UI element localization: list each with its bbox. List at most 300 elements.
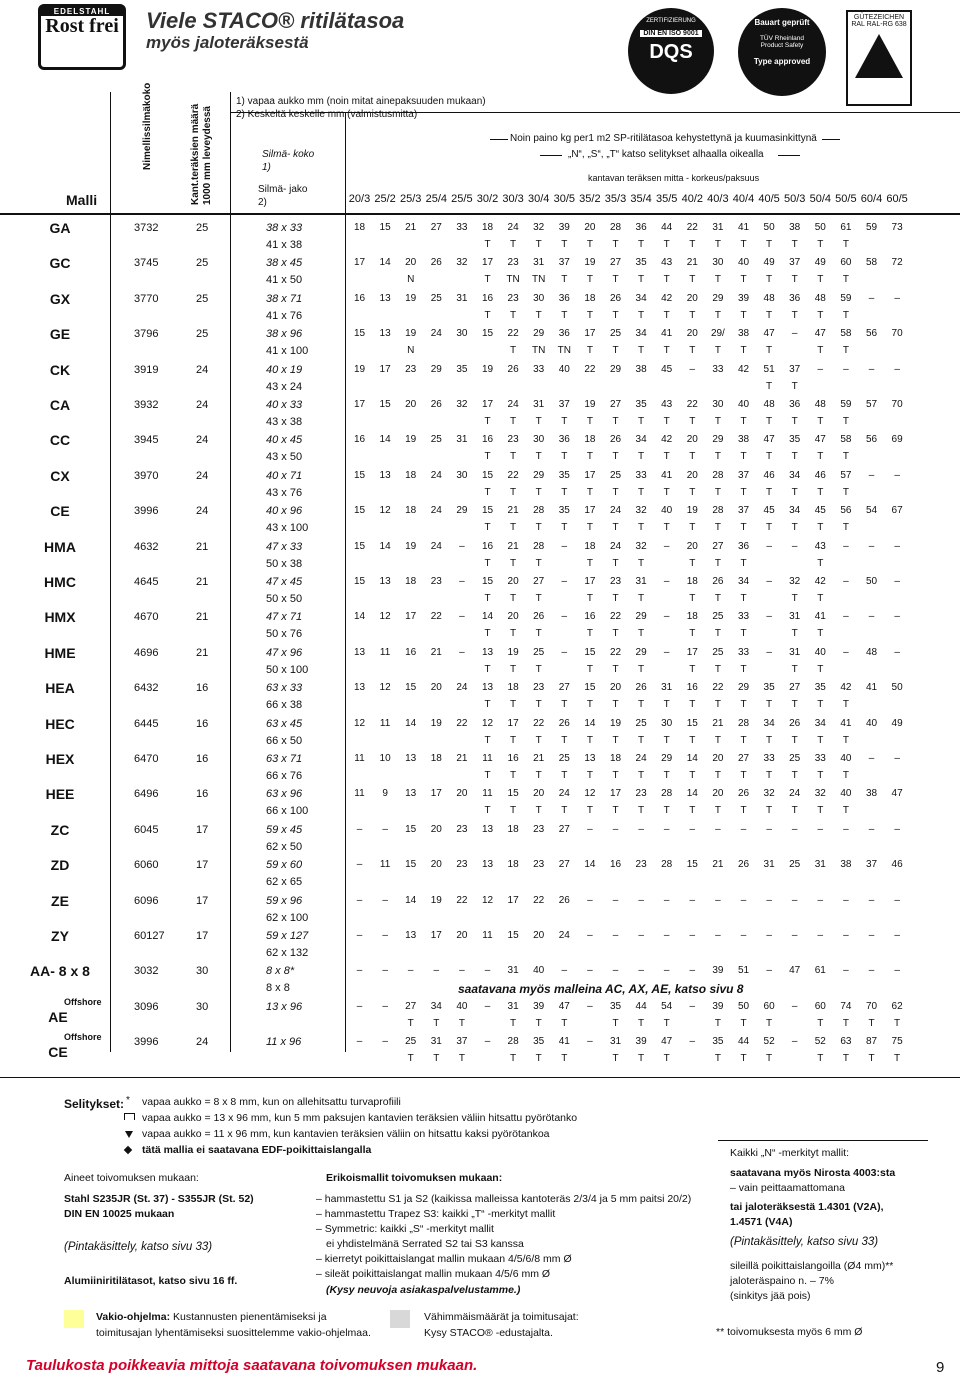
row-count: 25 bbox=[196, 257, 209, 270]
row-count: 24 bbox=[196, 434, 209, 447]
cert2-top: Bauart geprüft bbox=[754, 18, 810, 27]
type-flag-cell: T bbox=[714, 522, 721, 534]
weight-cell: 19 bbox=[609, 717, 622, 729]
weight-cell: 35 bbox=[789, 434, 801, 446]
cert2-mid: TÜV Rheinland Product Safety bbox=[759, 35, 805, 49]
weight-cell: 18 bbox=[507, 823, 519, 835]
weight-cell: 41 bbox=[737, 222, 750, 233]
weight-cell: 17 bbox=[609, 788, 622, 800]
type-flag-cell: T bbox=[561, 274, 568, 286]
weight-cell: 22 bbox=[533, 894, 545, 906]
row-mesh-opening: 8 x 8* bbox=[266, 965, 295, 978]
type-flag-cell: T bbox=[586, 451, 593, 463]
type-flag-cell: T bbox=[791, 770, 798, 781]
weight-cell: 47 bbox=[558, 1000, 570, 1012]
weight-cell: 27 bbox=[430, 222, 442, 233]
row-prefix: Offshore bbox=[64, 996, 102, 1007]
type-flag-cell: T bbox=[766, 1017, 773, 1029]
rule bbox=[822, 139, 840, 140]
weight-cell: 20 bbox=[507, 611, 519, 623]
weight-cell: 18 bbox=[405, 469, 417, 481]
type-flag-cell: T bbox=[433, 1017, 440, 1029]
weight-cell: 34 bbox=[635, 328, 647, 340]
weight-cell: – bbox=[843, 576, 849, 587]
weight-cell: 34 bbox=[763, 717, 775, 729]
row-mesh-opening: 63 x 33 bbox=[266, 682, 303, 695]
weight-cell: 49 bbox=[891, 717, 903, 729]
type-flag-cell: T bbox=[612, 1017, 619, 1029]
type-flag-cell: T bbox=[740, 486, 747, 498]
weight-cell: 14 bbox=[379, 540, 391, 552]
weight-cell: – bbox=[612, 930, 619, 941]
legend-title: Selitykset: bbox=[64, 1097, 125, 1111]
weight-cell: 26 bbox=[430, 257, 442, 269]
weight-cell: 15 bbox=[353, 328, 366, 340]
weight-cell: – bbox=[382, 894, 388, 906]
type-flag-cell: T bbox=[894, 1053, 901, 1065]
weight-cell: 17 bbox=[507, 717, 519, 729]
weight-cell: 34 bbox=[430, 1000, 442, 1012]
weight-cell: 21 bbox=[507, 540, 519, 552]
weight-cell: 14 bbox=[379, 434, 391, 446]
type-flag-cell: T bbox=[740, 628, 747, 640]
weight-cell: – bbox=[894, 894, 900, 906]
divider bbox=[110, 92, 111, 1052]
type-flag-cell: T bbox=[791, 593, 798, 604]
type-flag-cell: T bbox=[586, 593, 593, 604]
weight-cell: 19 bbox=[481, 363, 494, 375]
type-flag-cell: T bbox=[535, 805, 542, 817]
type-flag-cell: T bbox=[842, 416, 849, 427]
weight-cell: 26 bbox=[609, 292, 622, 304]
weight-cell: 22 bbox=[712, 682, 724, 694]
weight-cell: – bbox=[740, 930, 747, 941]
column-header: 35/4 bbox=[630, 193, 652, 205]
row-code: 6445 bbox=[134, 717, 159, 730]
kant-header: Kant.teräksien määrä 1000 mm leveydessä bbox=[190, 103, 213, 205]
type-flag-cell: T bbox=[766, 522, 773, 534]
weight-cell: 24 bbox=[456, 682, 468, 694]
type-flag-cell: T bbox=[842, 451, 849, 463]
weight-cell: 20 bbox=[405, 399, 417, 410]
type-flag-cell: T bbox=[817, 663, 824, 675]
row-model: GX bbox=[49, 290, 71, 307]
type-flag-cell: T bbox=[612, 309, 619, 321]
weight-cell: – bbox=[766, 611, 772, 623]
special-item: (Kysy neuvoja asiakaspalvelustamme.) bbox=[326, 1284, 521, 1296]
weight-cell: 42 bbox=[661, 434, 673, 446]
type-flag-cell: T bbox=[510, 416, 517, 427]
weight-cell: 29 bbox=[712, 434, 724, 446]
type-flag-cell: T bbox=[766, 309, 773, 321]
weight-cell: 20 bbox=[686, 434, 698, 446]
weight-cell: – bbox=[612, 894, 619, 906]
weight-cell: 22 bbox=[533, 717, 545, 729]
weight-cell: 35 bbox=[814, 682, 826, 694]
weight-cell: 47 bbox=[789, 965, 801, 977]
weight-cell: 69 bbox=[891, 434, 903, 446]
weight-cell: 50 bbox=[737, 1000, 750, 1012]
weight-cell: 50 bbox=[814, 222, 826, 233]
row-code: 3945 bbox=[134, 434, 159, 447]
weight-cell: – bbox=[843, 894, 849, 906]
weight-cell: 27 bbox=[405, 1000, 417, 1012]
type-flag-cell: T bbox=[586, 770, 593, 781]
type-flag-cell: T bbox=[817, 1053, 824, 1065]
weight-cell: 19 bbox=[686, 505, 698, 517]
weight-cell: 31 bbox=[533, 257, 545, 269]
type-flag-cell: T bbox=[791, 451, 798, 463]
row-mesh-pitch: 50 x 100 bbox=[266, 663, 309, 676]
weight-cell: 34 bbox=[789, 505, 801, 517]
weight-cell: 11 bbox=[354, 753, 365, 764]
weight-cell: 24 bbox=[430, 469, 442, 481]
row-code: 6470 bbox=[134, 753, 159, 765]
row-code: 6045 bbox=[134, 823, 159, 836]
type-flag-cell: T bbox=[510, 451, 517, 463]
row-count: 16 bbox=[196, 753, 209, 765]
row-mesh-pitch: 43 x 50 bbox=[266, 451, 303, 464]
nirosta-line: tai jaloteräksestä 1.4301 (V2A), bbox=[730, 1201, 884, 1213]
column-header: 30/2 bbox=[476, 193, 499, 205]
weight-cell: 18 bbox=[584, 434, 596, 446]
weight-cell: 25 bbox=[533, 646, 545, 658]
type-flag-cell: T bbox=[791, 734, 798, 746]
weight-cell: 57 bbox=[840, 469, 852, 481]
weight-cell: 31 bbox=[430, 1036, 442, 1048]
weight-cell: 37 bbox=[789, 257, 801, 269]
diamond-icon bbox=[124, 1146, 132, 1154]
weight-cell: – bbox=[868, 753, 875, 764]
type-flag-cell: T bbox=[612, 486, 619, 498]
special-title: Erikoismallit toivomuksen mukaan: bbox=[326, 1172, 503, 1184]
weight-cell: – bbox=[791, 930, 798, 941]
weight-cell: 38 bbox=[789, 222, 801, 233]
weight-cell: 41 bbox=[814, 611, 826, 623]
weight-cell: 43 bbox=[661, 399, 673, 410]
weight-cell: – bbox=[894, 469, 900, 481]
weight-cell: 25 bbox=[712, 646, 724, 658]
weight-cell: 17 bbox=[430, 930, 442, 941]
weight-cell: 30 bbox=[456, 328, 468, 340]
nirosta-line: (Pintakäsittely, katso sivu 33) bbox=[730, 1236, 879, 1248]
weight-cell: 25 bbox=[430, 292, 442, 304]
type-flag-cell: T bbox=[586, 416, 593, 427]
weight-cell: 32 bbox=[533, 222, 545, 233]
weight-cell: – bbox=[843, 823, 849, 835]
weight-cell: – bbox=[382, 1000, 388, 1012]
type-flag-cell: T bbox=[535, 770, 542, 781]
nimellis-header: Nimellissilmäkoko bbox=[142, 82, 153, 170]
weight-cell: 34 bbox=[635, 434, 647, 446]
weight-cell: 15 bbox=[507, 788, 519, 800]
weight-cell: 16 bbox=[405, 646, 417, 658]
type-flag-cell: T bbox=[714, 239, 721, 250]
type-flag-cell: N bbox=[407, 274, 415, 286]
weight-cell: 31 bbox=[533, 399, 545, 410]
weight-cell: 27 bbox=[737, 753, 750, 764]
type-flag-cell: T bbox=[766, 699, 773, 711]
weight-cell: 51 bbox=[737, 965, 750, 977]
weight-cell: 28 bbox=[533, 505, 545, 517]
column-header: 40/5 bbox=[758, 193, 780, 205]
weight-cell: 75 bbox=[891, 1036, 903, 1048]
nirosta-line: – vain peittaamattomana bbox=[730, 1182, 845, 1194]
legend-item: tätä mallia ei saatavana EDF-poikittaislangalla bbox=[142, 1144, 372, 1156]
column-header: 25/2 bbox=[374, 193, 396, 205]
nirosta-line: 1.4571 (V4A) bbox=[730, 1216, 793, 1228]
type-flag-cell: T bbox=[740, 345, 747, 357]
row-code: 3796 bbox=[134, 328, 159, 341]
weight-cell: 43 bbox=[814, 540, 826, 552]
column-header: 60/5 bbox=[886, 193, 908, 205]
type-flag-cell: T bbox=[689, 628, 696, 640]
special-item: ei yhdistelmänä Serrated S2 tai S3 kanssa bbox=[326, 1238, 524, 1250]
weight-cell: – bbox=[894, 753, 900, 764]
weight-cell: 23 bbox=[635, 859, 647, 871]
type-flag-cell: T bbox=[638, 770, 645, 781]
row-code: 3932 bbox=[134, 399, 159, 411]
nst-note: „N“, „S“, „T“ katso selitykset alhaalla oikealla bbox=[568, 149, 764, 160]
weight-cell: 24 bbox=[507, 399, 519, 410]
row-count: 24 bbox=[196, 505, 209, 518]
weight-cell: – bbox=[433, 965, 440, 977]
weight-cell: 24 bbox=[789, 788, 801, 800]
type-flag-cell: T bbox=[689, 451, 696, 463]
weight-cell: 31 bbox=[712, 222, 724, 233]
type-flag-cell: T bbox=[407, 1017, 414, 1029]
weight-cell: 56 bbox=[865, 328, 878, 340]
row-model: HMC bbox=[44, 574, 76, 590]
row-code: 3996 bbox=[134, 505, 159, 518]
weight-cell: 13 bbox=[379, 469, 391, 481]
row-mesh-opening: 47 x 96 bbox=[266, 646, 303, 659]
weight-cell: 13 bbox=[481, 823, 494, 835]
weight-cell: – bbox=[663, 646, 670, 658]
weight-cell: 21 bbox=[712, 717, 724, 729]
weight-cell: 19 bbox=[430, 894, 442, 906]
type-flag-cell: T bbox=[510, 486, 517, 498]
weight-cell: – bbox=[459, 646, 465, 658]
row-model: ZE bbox=[51, 892, 69, 909]
type-flag-cell: T bbox=[817, 593, 824, 604]
weight-cell: 15 bbox=[405, 682, 417, 694]
weight-cell: 22 bbox=[609, 611, 622, 623]
weight-cell: 25 bbox=[558, 753, 570, 764]
weight-cell: – bbox=[638, 823, 644, 835]
weight-cell: 15 bbox=[379, 222, 391, 233]
type-flag-cell: T bbox=[663, 1017, 670, 1029]
weight-cell: 22 bbox=[507, 469, 519, 481]
silma1-header: Silmä- koko 1) bbox=[262, 149, 315, 173]
weight-cell: – bbox=[382, 823, 388, 835]
type-flag-cell: T bbox=[714, 345, 721, 357]
type-flag-cell: T bbox=[510, 593, 517, 604]
type-flag-cell: T bbox=[663, 416, 670, 427]
note2-text: 2) Keskeltä keskelle mm (valmistusmitta) bbox=[236, 109, 418, 120]
row-count: 21 bbox=[196, 646, 209, 659]
column-header: 25/4 bbox=[425, 193, 447, 205]
type-flag-cell: T bbox=[791, 239, 798, 250]
weight-cell: 38 bbox=[635, 363, 647, 375]
weight-cell: – bbox=[894, 292, 900, 304]
type-flag-cell: T bbox=[663, 345, 670, 357]
type-flag-cell: T bbox=[484, 309, 491, 321]
weight-cell: 41 bbox=[661, 469, 673, 481]
column-header: 30/5 bbox=[553, 193, 575, 205]
type-flag-cell: T bbox=[561, 522, 568, 534]
row-count: 30 bbox=[196, 1000, 209, 1013]
weight-cell: 31 bbox=[456, 434, 468, 446]
weight-cell: 25 bbox=[430, 434, 442, 446]
type-flag-cell: T bbox=[510, 628, 517, 640]
weight-cell: 22 bbox=[686, 222, 698, 233]
weight-cell: 52 bbox=[814, 1036, 826, 1048]
weight-cell: 23 bbox=[609, 576, 622, 587]
type-flag-cell: T bbox=[612, 1053, 619, 1065]
weight-cell: 15 bbox=[379, 399, 391, 410]
weight-cell: 18 bbox=[584, 540, 596, 552]
weight-cell: 56 bbox=[840, 505, 852, 517]
row-mesh-opening: 59 x 127 bbox=[266, 930, 309, 942]
weight-cell: 13 bbox=[481, 682, 494, 694]
weight-cell: – bbox=[843, 965, 849, 977]
type-flag-cell: T bbox=[842, 274, 849, 286]
type-flag-cell: T bbox=[535, 309, 542, 321]
weight-cell: 35 bbox=[609, 1000, 622, 1012]
row-mesh-opening: 11 x 96 bbox=[266, 1036, 302, 1049]
row-model: HMA bbox=[44, 538, 76, 555]
weight-cell: 39 bbox=[533, 1000, 545, 1012]
weight-cell: – bbox=[587, 1000, 593, 1012]
type-flag-cell: T bbox=[484, 416, 491, 427]
weight-cell: 35 bbox=[712, 1036, 724, 1048]
kantava-label: kantavan teräksen mitta - korkeus/paksuus bbox=[588, 173, 760, 183]
special-item: kierretyt poikittaislangat mallin mukaan 4/5/6/8 mm Ø bbox=[324, 1253, 572, 1265]
type-flag-cell: T bbox=[740, 734, 747, 746]
weight-cell: 30 bbox=[533, 292, 545, 304]
weight-cell: – bbox=[356, 965, 363, 977]
weight-cell: – bbox=[382, 965, 388, 977]
weight-cell: 11 bbox=[482, 930, 493, 941]
divider bbox=[230, 92, 231, 1052]
row-model: HEA bbox=[45, 680, 75, 697]
grey-swatch bbox=[390, 1310, 410, 1328]
weight-cell: 16 bbox=[353, 292, 366, 304]
weight-cell: 52 bbox=[763, 1036, 775, 1048]
weight-cell: – bbox=[843, 611, 849, 623]
special-item: hammastettu S1 ja S2 (kaikissa malleissa kantoteräs 2/3/4 ja 5 mm paitsi 20/2) bbox=[324, 1193, 692, 1205]
weight-cell: 28 bbox=[507, 1036, 519, 1048]
row-mesh-pitch: 62 x 50 bbox=[266, 840, 303, 853]
column-header: 60/4 bbox=[860, 193, 883, 205]
weight-cell: 39 bbox=[635, 1036, 647, 1048]
type-flag-cell: T bbox=[766, 734, 773, 746]
weight-cell: – bbox=[868, 540, 875, 552]
weight-cell: – bbox=[356, 1000, 363, 1012]
nirosta-title: Kaikki „N“ -merkityt mallit: bbox=[730, 1147, 850, 1159]
weight-cell: 58 bbox=[840, 328, 852, 340]
weight-cell: 30 bbox=[661, 717, 673, 729]
row-count: 25 bbox=[196, 222, 209, 234]
weight-cell: 47 bbox=[661, 1036, 673, 1048]
weight-cell: 31 bbox=[661, 682, 673, 694]
row-model: HEE bbox=[45, 786, 75, 803]
weight-cell: 24 bbox=[558, 930, 570, 941]
weight-cell: 33 bbox=[737, 611, 750, 623]
weight-cell: – bbox=[766, 646, 772, 658]
type-flag-cell: T bbox=[663, 486, 670, 498]
weight-cell: 26 bbox=[737, 788, 750, 800]
column-header: 25/3 bbox=[399, 193, 422, 205]
weight-cell: 38 bbox=[737, 434, 750, 446]
weight-cell: 24 bbox=[609, 505, 622, 517]
weight-cell: 11 bbox=[379, 646, 391, 658]
weight-cell: 32 bbox=[763, 788, 775, 800]
type-flag-cell: T bbox=[689, 593, 696, 604]
title-line: Viele STACO® ritilätasoa bbox=[146, 8, 405, 33]
type-flag-cell: T bbox=[510, 522, 517, 534]
type-flag-cell: T bbox=[586, 239, 593, 250]
type-flag-cell: T bbox=[535, 486, 542, 498]
row-count: 16 bbox=[196, 788, 209, 801]
weight-cell: 40 bbox=[456, 1000, 468, 1012]
weight-cell: 15 bbox=[686, 859, 698, 871]
type-flag-cell: T bbox=[510, 1053, 517, 1065]
weight-cell: 29 bbox=[533, 328, 545, 340]
row-model: AE bbox=[48, 1008, 68, 1025]
weight-cell: – bbox=[894, 611, 900, 623]
weight-cell: 37 bbox=[737, 469, 750, 481]
special-item: hammastettu Trapez S3: kaikki „T“ -merkityt mallit bbox=[324, 1208, 556, 1220]
type-flag-cell: T bbox=[714, 770, 721, 781]
type-flag-cell: T bbox=[842, 1053, 849, 1065]
weight-cell: 18 bbox=[609, 753, 622, 764]
weight-note: Noin paino kg per1 m2 SP-ritilätasoa kehystettynä ja kuumasinkittynä bbox=[510, 133, 817, 144]
weight-cell: 38 bbox=[865, 788, 878, 800]
type-flag-cell: T bbox=[817, 770, 824, 781]
weight-cell: – bbox=[843, 540, 849, 552]
type-flag-cell: T bbox=[689, 663, 696, 675]
type-flag-cell: T bbox=[510, 770, 517, 781]
weight-cell: 58 bbox=[865, 257, 878, 269]
weight-cell: – bbox=[638, 965, 644, 977]
weight-cell: – bbox=[766, 576, 772, 587]
row-count: 21 bbox=[196, 576, 209, 588]
weight-cell: – bbox=[894, 930, 900, 941]
weight-cell: 12 bbox=[353, 717, 366, 729]
type-flag-cell: T bbox=[612, 628, 619, 640]
type-flag-cell: T bbox=[689, 805, 696, 817]
weight-cell: 15 bbox=[405, 859, 417, 871]
weight-cell: 33 bbox=[533, 363, 545, 375]
weight-cell: 10 bbox=[379, 753, 391, 764]
ral-triangle-icon bbox=[855, 34, 903, 78]
weight-cell: 25 bbox=[635, 717, 647, 729]
weight-cell: 73 bbox=[891, 222, 903, 233]
note1-text: 1) vapaa aukko mm (noin mitat ainepaksuuden mukaan) bbox=[236, 96, 486, 107]
weight-cell: 12 bbox=[481, 717, 494, 729]
weight-cell: – bbox=[766, 894, 772, 906]
row-code: 6060 bbox=[134, 859, 159, 872]
weight-cell: 31 bbox=[609, 1036, 622, 1048]
materials-steel: Stahl S235JR (St. 37) - S355JR (St. 52) bbox=[64, 1193, 254, 1205]
weight-cell: 29 bbox=[533, 469, 545, 481]
type-flag-cell: T bbox=[561, 486, 568, 498]
weight-cell: 15 bbox=[481, 469, 494, 481]
nirosta-footnote: ** toivomuksesta myös 6 mm Ø bbox=[716, 1326, 863, 1338]
weight-cell: 18 bbox=[430, 753, 442, 764]
